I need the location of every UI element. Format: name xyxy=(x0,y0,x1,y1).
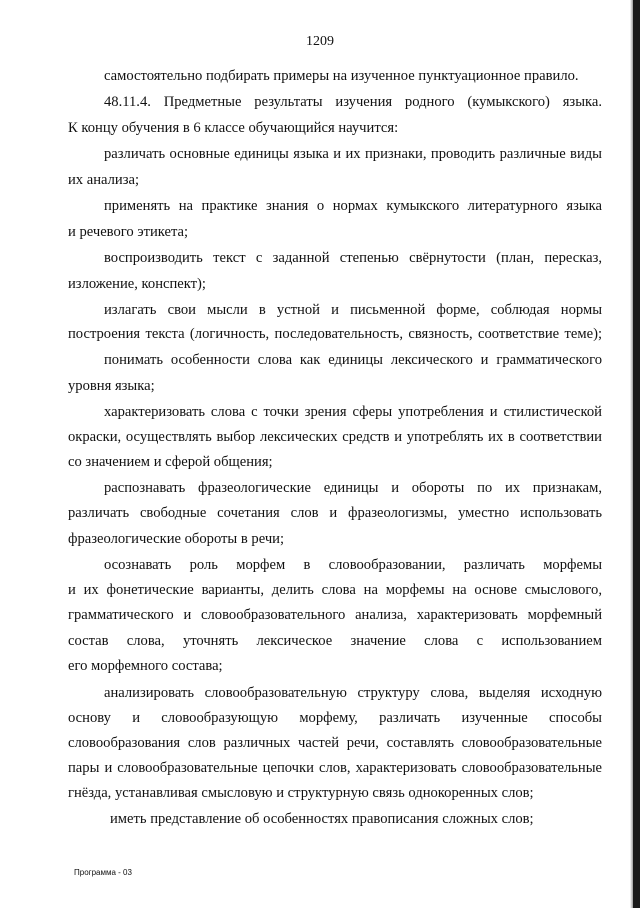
page-number: 1209 xyxy=(306,34,334,49)
text-line: излагать свои мысли в устной и письменной форме, соблюдая нормы xyxy=(104,302,602,318)
text-line: гнёзда, устанавливая смысловую и структурную связь однокоренных слов; xyxy=(68,785,534,801)
text-line: применять на практике знания о нормах кумыкского литературного языка xyxy=(104,198,602,214)
text-line: 48.11.4. Предметные результаты изучения родного (кумыкского) языка. xyxy=(104,94,602,110)
text-line: изложение, конспект); xyxy=(68,276,206,292)
text-line: различать свободные сочетания слов и фразеологизмы, уместно использовать xyxy=(68,505,602,521)
text-line: состав слова, уточнять лексическое значение слова с использованием xyxy=(68,633,602,649)
text-line: и их фонетические варианты, делить слова на морфемы на основе смыслового, xyxy=(68,582,602,598)
text-line: основу и словообразующую морфему, различать изученные способы xyxy=(68,710,602,726)
text-line: воспроизводить текст с заданной степенью свёрнутости (план, пересказ, xyxy=(104,250,602,266)
footer-label: Программа - 03 xyxy=(74,868,132,877)
text-line: уровня языка; xyxy=(68,378,155,394)
text-line: понимать особенности слова как единицы лексического и грамматического xyxy=(104,352,602,368)
text-line: со значением и сферой общения; xyxy=(68,454,273,470)
text-line: иметь представление об особенностях правописания сложных слов; xyxy=(110,811,534,827)
text-line: анализировать словообразовательную структуру слова, выделяя исходную xyxy=(104,685,602,701)
text-line: пары и словообразовательные цепочки слов, характеризовать словообразовательные xyxy=(68,760,602,776)
text-line: построения текста (логичность, последовательность, связность, соответствие теме); xyxy=(68,326,602,342)
text-line: самостоятельно подбирать примеры на изученное пунктуационное правило. xyxy=(104,68,579,84)
text-line: и речевого этикета; xyxy=(68,224,189,240)
text-line: их анализа; xyxy=(68,172,140,188)
text-line: его морфемного состава; xyxy=(68,658,223,674)
text-line: характеризовать слова с точки зрения сферы употребления и стилистической xyxy=(104,404,602,420)
text-line: фразеологические обороты в речи; xyxy=(68,531,285,547)
text-line: грамматического и словообразовательного анализа, характеризовать морфемный xyxy=(68,607,602,623)
text-line: различать основные единицы языка и их признаки, проводить различные виды xyxy=(104,146,602,162)
text-line: окраски, осуществлять выбор лексических средств и употреблять их в соответствии xyxy=(68,429,602,445)
text-line: К концу обучения в 6 классе обучающийся научится: xyxy=(68,120,399,136)
scan-edge xyxy=(633,0,640,908)
text-line: словообразования слов различных частей речи, составлять словообразовательные xyxy=(68,735,602,751)
text-line: распознавать фразеологические единицы и обороты по их признакам, xyxy=(104,480,602,496)
text-line: осознавать роль морфем в словообразовании, различать морфемы xyxy=(104,557,602,573)
